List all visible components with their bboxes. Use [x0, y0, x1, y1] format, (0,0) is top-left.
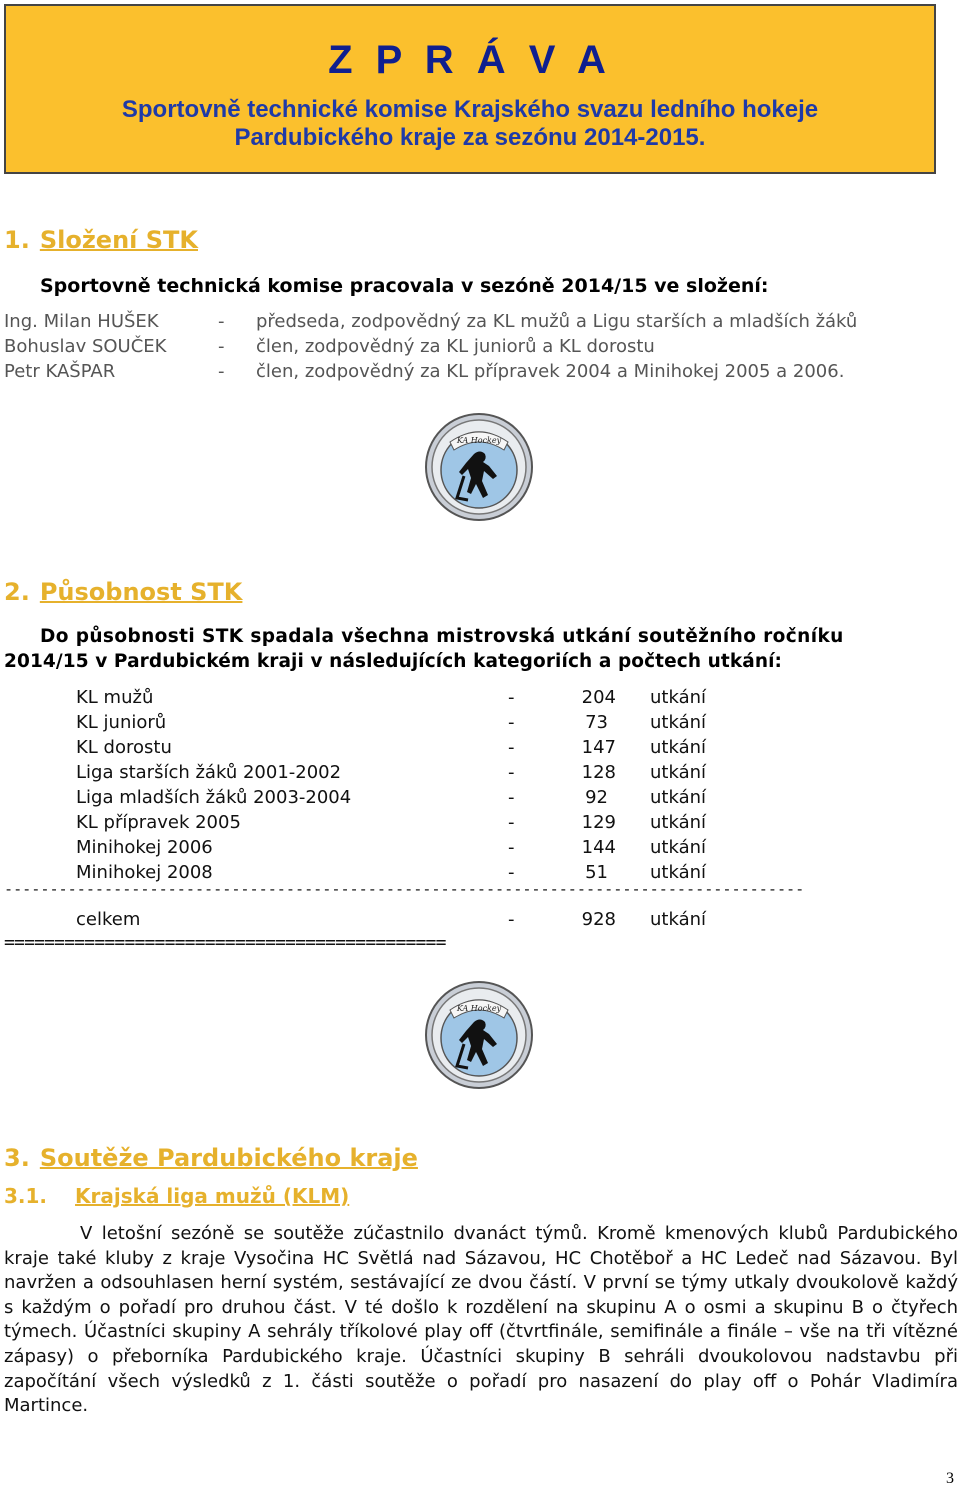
member-dash: -: [218, 361, 225, 382]
category-row: [0, 760, 960, 785]
equals-separator: ============================================: [4, 932, 446, 953]
category-name: Liga mladších žáků 2003-2004: [76, 787, 352, 808]
total-unit: utkání: [650, 909, 707, 930]
section1-intro: Sportovně technická komise pracovala v sezóně 2014/15 ve složení:: [40, 275, 769, 297]
total-row: [0, 907, 960, 932]
section3-1-heading: [4, 1184, 349, 1208]
total-label: celkem: [76, 909, 141, 930]
category-unit: utkání: [650, 737, 707, 758]
section3-1-number: 3.1.: [4, 1184, 48, 1208]
section3-number: 3.: [4, 1144, 30, 1172]
section1-heading: [4, 226, 198, 254]
category-row: [0, 810, 960, 835]
category-unit: utkání: [650, 762, 707, 783]
svg-text:KA Hockey: KA Hockey: [456, 436, 502, 445]
section3-title: Soutěže Pardubického kraje: [39, 1144, 418, 1172]
section2-number: 2.: [4, 578, 30, 606]
report-title-box: [4, 4, 936, 174]
svg-text:KA Hockey: KA Hockey: [456, 1004, 502, 1013]
category-name: Minihokej 2006: [76, 837, 213, 858]
section2-intro-line2: 2014/15 v Pardubickém kraji v následujících kategoriích a počtech utkání:: [4, 651, 783, 672]
category-name: Liga starších žáků 2001-2002: [76, 762, 342, 783]
klm-paragraph: V letošní sezóně se soutěže zúčastnilo dvanáct týmů. Kromě kmenových klubů Pardubického kraje také kluby z kraje Vysočina HC Světlá nad Sázavou, HC Chotěboř a HC Ledeč nad Sázavou. Byl navržen a odsouhlasen herní systém, sestávající ze dvou částí. V první se týmy utkaly dvoukolově každý s každým o pořadí pro druhou část. V té došlo k rozdělení na skupinu A o osmi a skupinu B o čtyřech týmech. Účastníci skupiny A sehrály tříkolové play off (čtvrtfinále, semifinále a finále – vše na tři vítězné zápasy) o přeborníka Pardubického kraje. Účastníci skupiny B sehráli dvoukolovou nadstavbu při započítání všech výsledků z 1. části soutěže o pořadí pro nasazení do play off o Pohár Vladimíra Martince.: [4, 1223, 958, 1417]
category-dash: -: [508, 862, 515, 883]
member-dash: -: [218, 311, 225, 332]
category-name: KL mužů: [76, 687, 154, 708]
section1-title: Složení STK: [39, 226, 198, 254]
section1-number: 1.: [4, 226, 30, 254]
category-count: 204: [581, 687, 616, 708]
category-dash: -: [508, 837, 515, 858]
category-unit: utkání: [650, 812, 707, 833]
category-unit: utkání: [650, 712, 707, 733]
category-count: 147: [581, 737, 616, 758]
member-name: Petr KAŠPAR: [4, 361, 116, 382]
category-name: KL dorostu: [76, 737, 172, 758]
category-count: 51: [585, 862, 608, 883]
section3-1-title: Krajská liga mužů (KLM): [75, 1184, 350, 1208]
category-row: [0, 685, 960, 710]
member-name: Bohuslav SOUČEK: [4, 336, 167, 357]
section3-heading: [4, 1144, 418, 1172]
section2-title: Působnost STK: [39, 578, 243, 606]
category-unit: utkání: [650, 862, 707, 883]
category-dash: -: [508, 762, 515, 783]
member-name: Ing. Milan HUŠEK: [4, 311, 159, 332]
category-count: 144: [581, 837, 616, 858]
report-subtitle-line2: Pardubického kraje za sezónu 2014-2015.: [234, 124, 706, 151]
report-subtitle-line1: Sportovně technické komise Krajského svazu ledního hokeje: [121, 96, 819, 123]
category-dash: -: [508, 812, 515, 833]
category-unit: utkání: [650, 787, 707, 808]
category-name: KL přípravek 2005: [76, 812, 241, 833]
section2-intro-line1: Do působnosti STK spadala všechna mistrovská utkání soutěžního ročníku: [40, 626, 844, 647]
total-dash: -: [508, 909, 515, 930]
category-name: Minihokej 2008: [76, 862, 213, 883]
report-title: Z P R Á V A: [328, 38, 612, 82]
category-unit: utkání: [650, 837, 707, 858]
category-count: 128: [581, 762, 616, 783]
category-dash: -: [508, 687, 515, 708]
section2-heading: [4, 578, 242, 606]
member-role: člen, zodpovědný za KL juniorů a KL dorostu: [256, 336, 655, 357]
hockey-logo: [424, 980, 534, 1094]
page-number: 3: [946, 1470, 954, 1487]
member-role: člen, zodpovědný za KL přípravek 2004 a Minihokej 2005 a 2006.: [256, 361, 845, 382]
member-role: předseda, zodpovědný za KL mužů a Ligu starších a mladších žáků: [256, 311, 858, 332]
category-row: [0, 835, 960, 860]
category-name: KL juniorů: [76, 712, 167, 733]
hockey-player-icon: [424, 980, 534, 1090]
hockey-player-icon: [424, 412, 534, 522]
category-dash: -: [508, 787, 515, 808]
category-count: 92: [585, 787, 608, 808]
category-count: 73: [585, 712, 608, 733]
report-subtitle: [6, 96, 934, 152]
category-row: [0, 735, 960, 760]
category-row: [0, 785, 960, 810]
total-count: 928: [581, 909, 616, 930]
category-dash: -: [508, 712, 515, 733]
dash-separator: ----------------------------------------------------------------------------------------: [4, 880, 805, 898]
category-row: [0, 710, 960, 735]
hockey-logo: [424, 412, 534, 526]
category-unit: utkání: [650, 687, 707, 708]
member-dash: -: [218, 336, 225, 357]
category-count: 129: [581, 812, 616, 833]
category-dash: -: [508, 737, 515, 758]
